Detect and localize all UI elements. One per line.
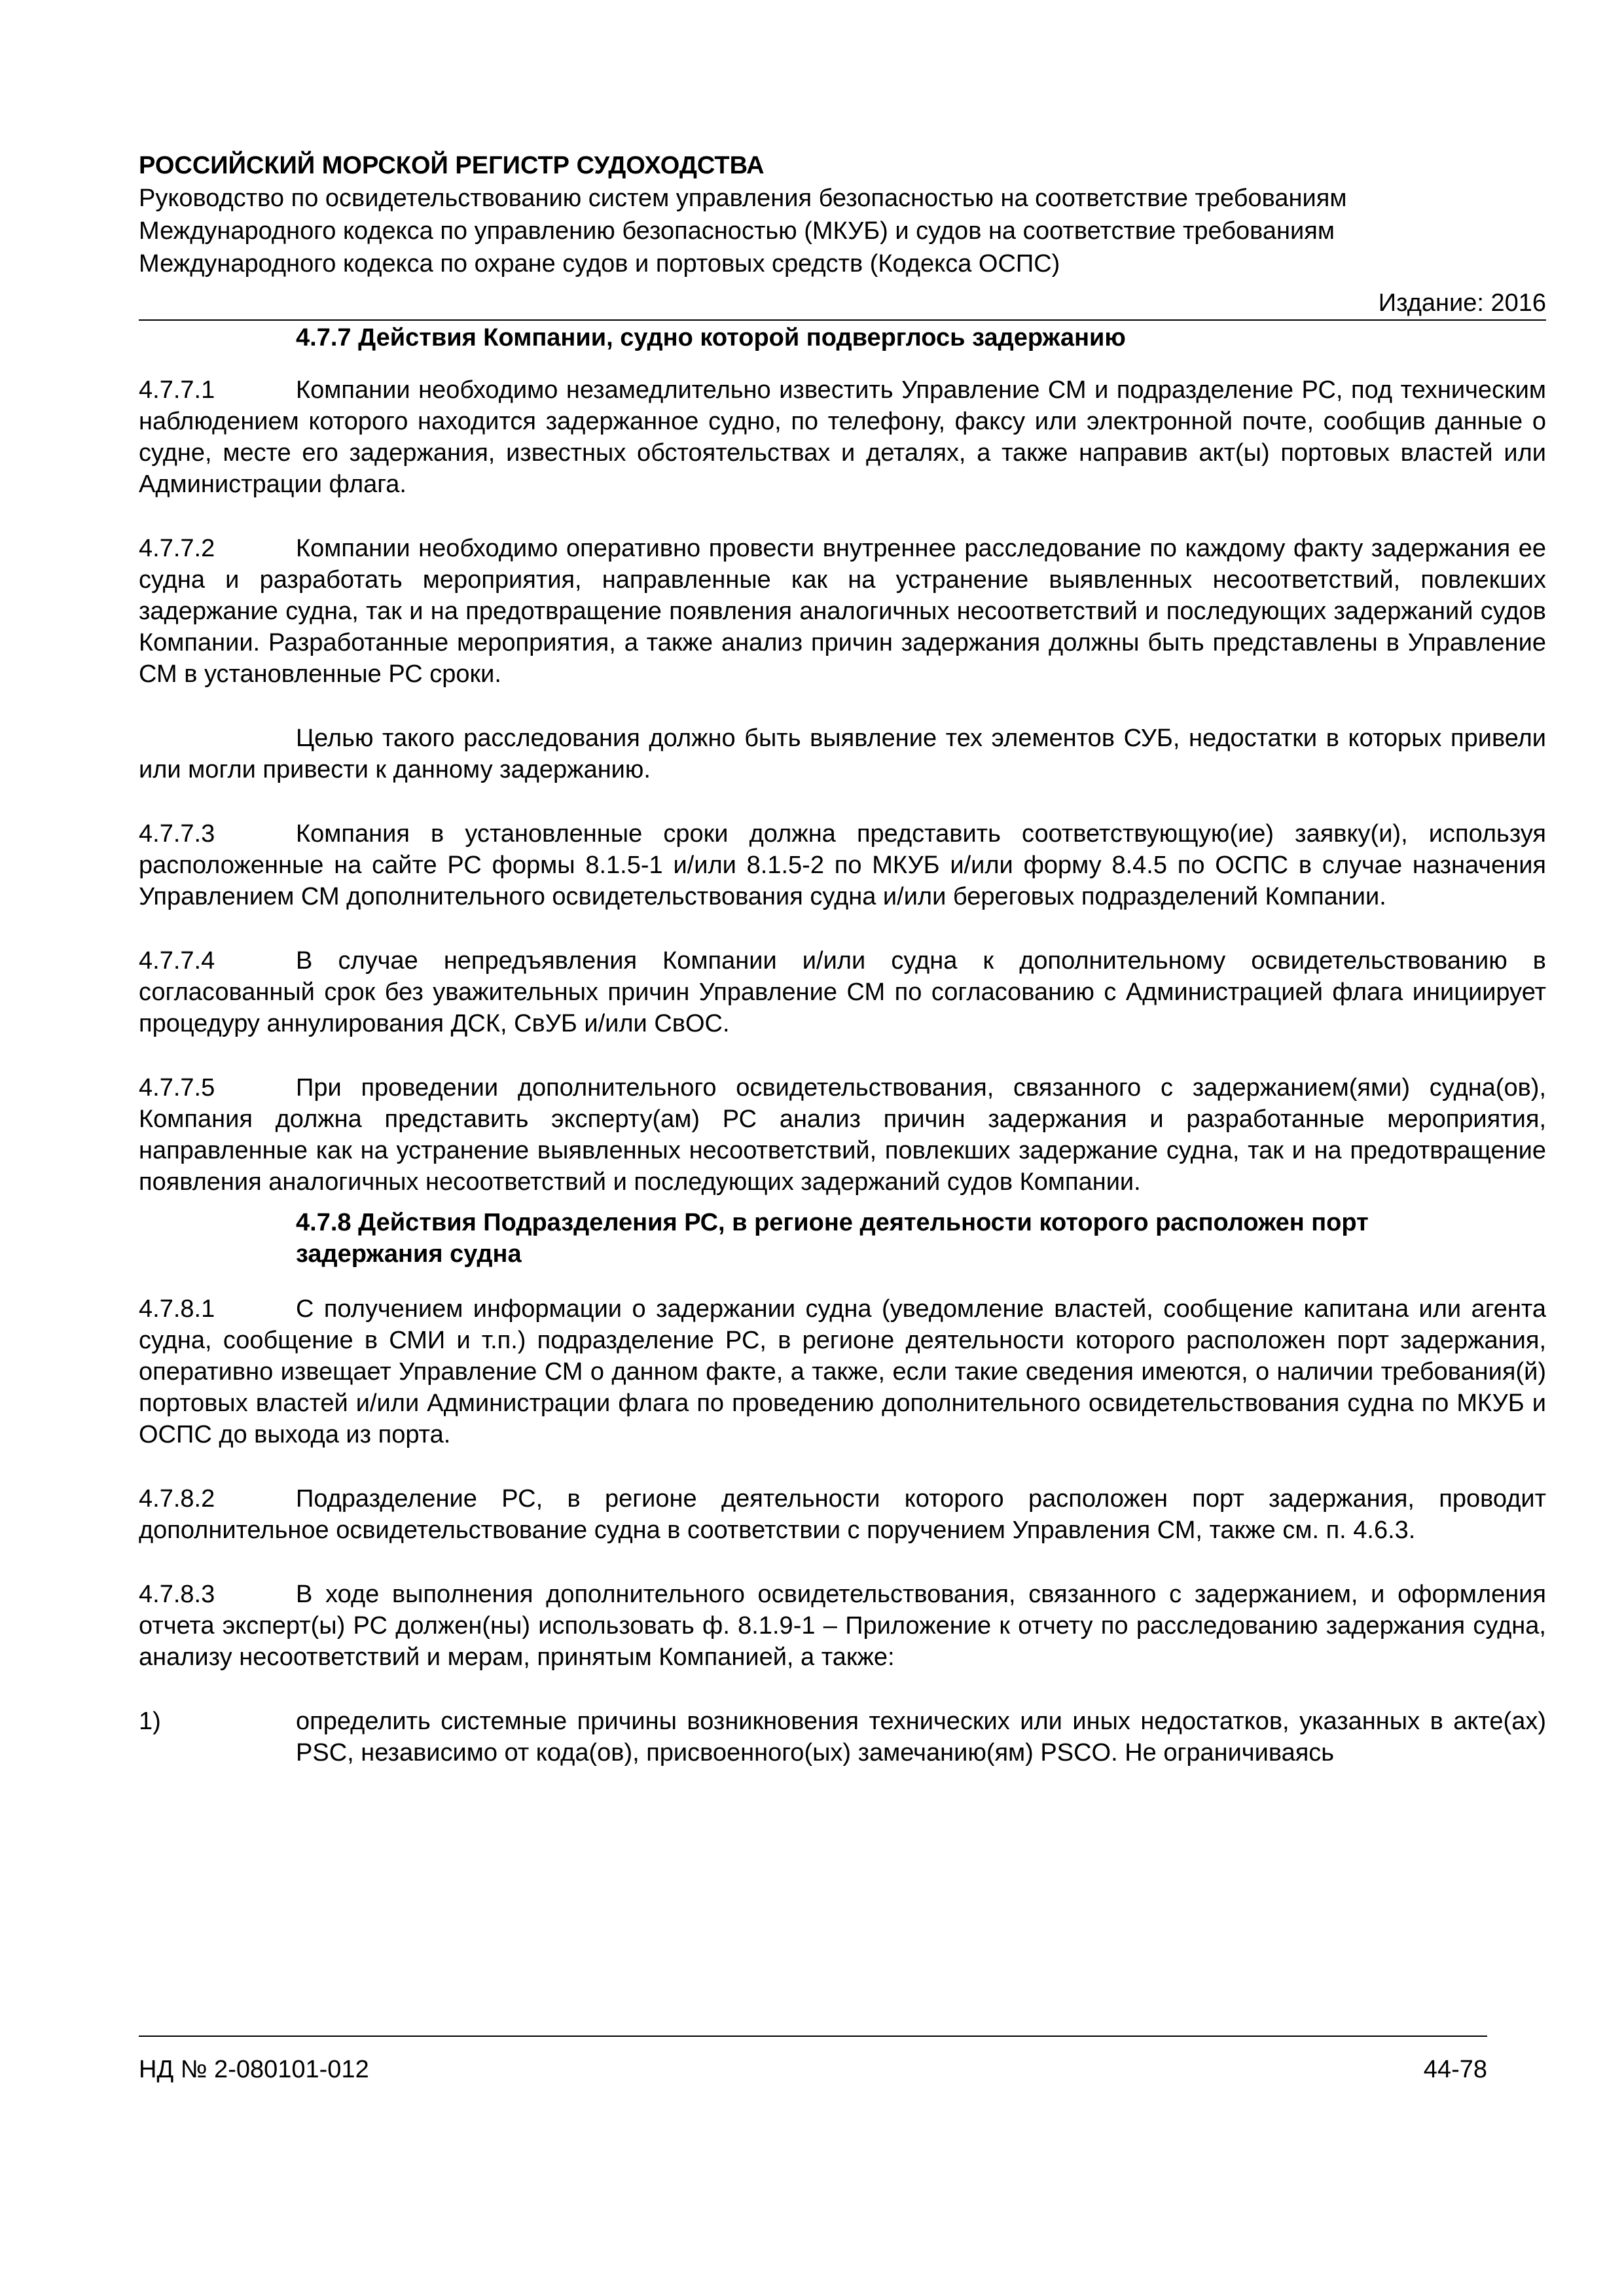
paragraph-4-7-7-2 [139, 533, 1546, 690]
section-heading-4-7-8: 4.7.8 Действия Подразделения РС, в регионе деятельности которого расположен порт задержания судна [296, 1209, 1369, 1268]
list-item-text: определить системные причины возникновения технических или иных недостатков, указанных в акте(ах) PSC, независимо от кода(ов), присвоенного(ых) замечанию(ям) PSCO. Не ограничиваясь [296, 1708, 1546, 1767]
paragraph-text: Компании необходимо оперативно провести внутреннее расследование по каждому факту задержания ее судна и разработать мероприятия, направленные как на устранение выявленных несоответствий, повлекших задержание судна, так и на предотвращение появления аналогичных несоответствий и последующих задержаний судов Компании. Разработанные мероприятия, а также анализ причин задержания должны быть представлены в Управление СМ в установленные РС сроки. [139, 535, 1546, 688]
paragraph-number: 4.7.7.3 [139, 820, 215, 848]
paragraph-text: Компании необходимо незамедлительно известить Управление СМ и подразделение РС, под техническим наблюдением которого находится задержанное судно, по телефону, факсу или электронной почте, сообщив данные о судне, месте его задержания, известных обстоятельствах и деталях, а также направив акт(ы) портовых властей или Администрации флага. [139, 376, 1546, 498]
document-subtitle-line-2: Международного кодекса по управлению безопасностью (МКУБ) и судов на соответствие требованиям [139, 217, 1335, 245]
paragraph-text: Компания в установленные сроки должна представить соответствующую(ие) заявку(и), используя расположенные на сайте РС формы 8.1.5-1 и/или 8.1.5-2 по МКУБ и/или форму 8.4.5 по ОСПС в случае назначения Управлением СМ дополнительного освидетельствования судна и/или береговых подразделений Компании. [139, 820, 1546, 910]
paragraph-number: 4.7.7.4 [139, 947, 215, 975]
document-subtitle-line-1: Руководство по освидетельствованию систем управления безопасностью на соответствие требованиям [139, 185, 1347, 212]
paragraph-text: Подразделение РС, в регионе деятельности которого расположен порт задержания, проводит дополнительное освидетельствование судна в соответствии с поручением Управления СМ, также см. п. 4.6.3. [139, 1485, 1546, 1544]
header-divider [139, 319, 1546, 321]
paragraph-4-7-7-3 [139, 818, 1546, 912]
paragraph-text: В ходе выполнения дополнительного освидетельствования, связанного с задержанием, и оформления отчета эксперт(ы) РС должен(ны) использовать ф. 8.1.9-1 – Приложение к отчету по расследованию задержания судна, анализу несоответствий и мерам, принятым Компанией, а также: [139, 1581, 1546, 1671]
paragraph-4-7-8-1 [139, 1293, 1546, 1450]
paragraph-4-7-7-1 [139, 374, 1546, 500]
paragraph-number: 4.7.7.5 [139, 1074, 215, 1102]
paragraph-4-7-7-5 [139, 1072, 1546, 1198]
paragraph-4-7-8-2 [139, 1483, 1546, 1546]
paragraph-number: 4.7.8.2 [139, 1485, 215, 1513]
paragraph-4-7-8-3 [139, 1579, 1546, 1673]
document-subtitle-line-3: Международного кодекса по охране судов и портовых средств (Кодекса ОСПС) [139, 250, 1060, 278]
paragraph-text: Целью такого расследования должно быть выявление тех элементов СУБ, недостатки в которых привели или могли привести к данному задержанию. [139, 725, 1546, 783]
paragraph-number: 4.7.8.3 [139, 1581, 215, 1608]
paragraph-text: С получением информации о задержании судна (уведомление властей, сообщение капитана или агента судна, сообщение в СМИ и т.п.) подразделение РС, в регионе деятельности которого расположен порт задержания, оперативно извещает Управление СМ о данном факте, а также, если такие сведения имеются, о наличии требования(й) портовых властей и/или Администрации флага по проведению дополнительного освидетельствования судна по МКУБ и ОСПС до выхода из порта. [139, 1295, 1546, 1448]
list-item-number: 1) [139, 1708, 161, 1735]
section-heading-4-7-7: 4.7.7 Действия Компании, судно которой подверглось задержанию [296, 324, 1126, 351]
organization-title: РОССИЙСКИЙ МОРСКОЙ РЕГИСТР СУДОХОДСТВА [139, 152, 765, 179]
list-item-1 [139, 1706, 1546, 1768]
document-page [139, 149, 1546, 1768]
paragraph-text: В случае непредъявления Компании и/или судна к дополнительному освидетельствованию в согласованный срок без уважительных причин Управление СМ по согласованию с Администрацией флага инициирует процедуру аннулирования ДСК, СвУБ и/или СвОС. [139, 947, 1546, 1037]
paragraph-4-7-7-4 [139, 945, 1546, 1039]
footer-page-number: 44-78 [1423, 2056, 1487, 2083]
paragraph-number: 4.7.8.1 [139, 1295, 215, 1323]
paragraph-number: 4.7.7.1 [139, 376, 215, 404]
footer-document-number: НД № 2-080101-012 [139, 2056, 369, 2083]
page-footer [139, 2036, 1487, 2083]
paragraph-text: При проведении дополнительного освидетельствования, связанного с задержанием(ями) судна(ов), Компания должна представить эксперту(ам) РС анализ причин задержания и разработанные мероприятия, направленные как на устранение выявленных несоответствий, повлекших задержание судна, так и на предотвращение появления аналогичных несоответствий и последующих задержаний судов Компании. [139, 1074, 1546, 1196]
edition-label: Издание: 2016 [1378, 289, 1546, 317]
paragraph-number: 4.7.7.2 [139, 535, 215, 562]
paragraph-4-7-7-2-continuation [139, 723, 1546, 785]
